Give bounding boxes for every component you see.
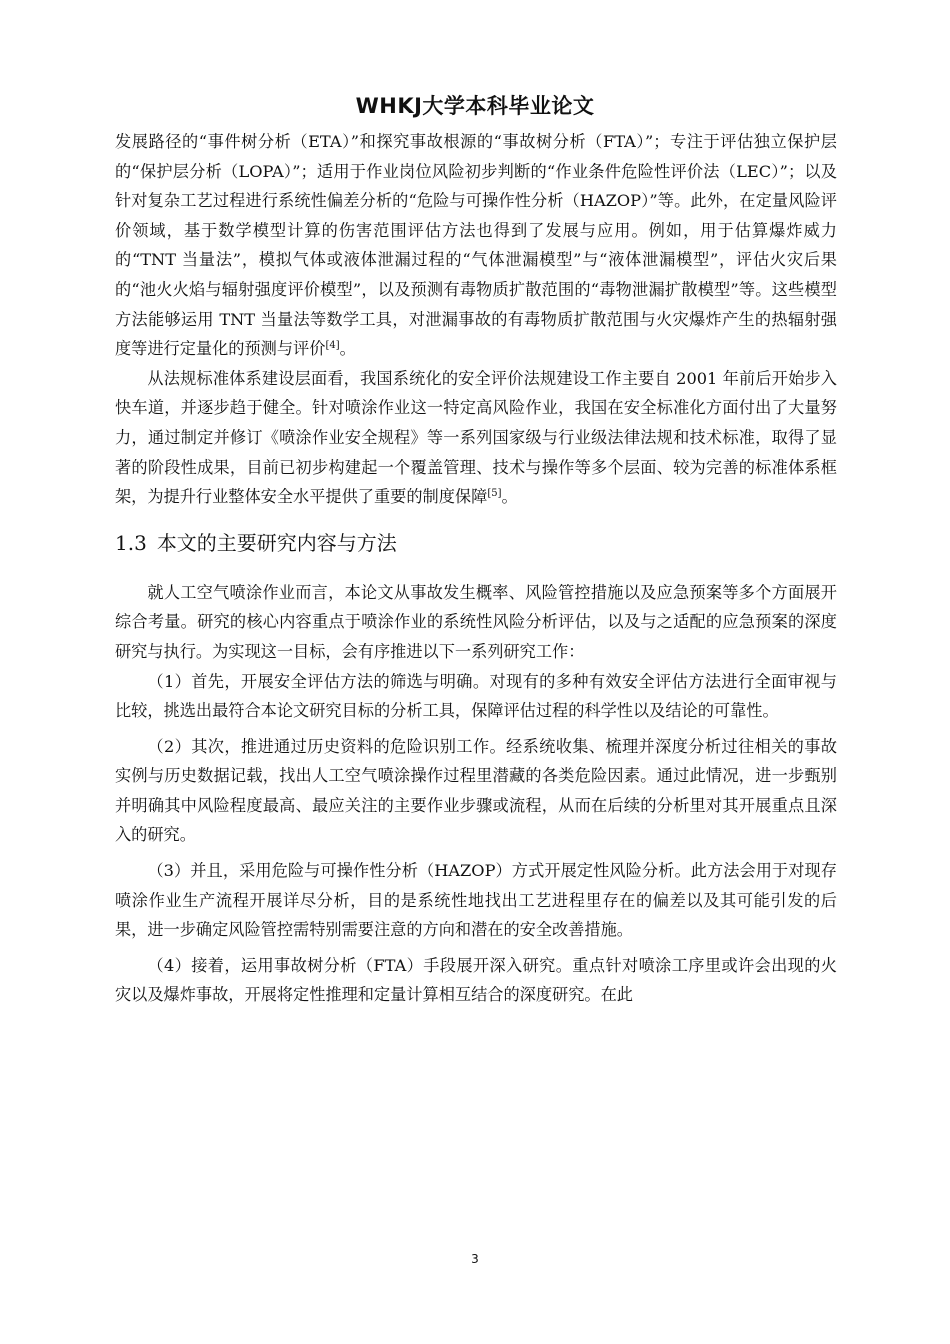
body-paragraph-2 xyxy=(115,364,837,512)
section-title: 本文的主要研究内容与方法 xyxy=(156,530,397,555)
citation-ref-4[interactable]: [4] xyxy=(325,340,340,352)
section-number: 1.3 xyxy=(115,530,147,555)
section-paragraph-item-2: （2）其次，推进通过历史资料的危险识别工作。经系统收集、梳理并深度分析过往相关的事故实例与历史数据记载，找出人工空气喷涂操作过程里潜藏的各类危险因素。通过此情况，进一步甄别并明确其中风险程度最高、最应关注的主要作业步骤或流程，从而在后续的分析里对其开展重点且深入的研究。 xyxy=(115,736,837,845)
paragraph-text: 从法规标准体系建设层面看，我国系统化的安全评价法规建设工作主要自 2001 年前后开始步入快车道，并逐步趋于健全。针对喷涂作业这一特定高风险作业，我国在安全标准化方面付出了大量努力，通过制定并修订《喷涂作业安全规程》等一系列国家级与行业级法律法规和技术标准，取得了显著的阶段性成果，目前已初步构建起一个覆盖管理、技术与操作等多个层面、较为完善的标准体系框架，为提升行业整体安全水平提供了重要的制度保障 xyxy=(115,368,837,507)
section-paragraph-item-1: （1）首先，开展安全评估方法的筛选与明确。对现有的多种有效安全评估方法进行全面审视与比较，挑选出最符合本论文研究目标的分析工具，保障评估过程的科学性以及结论的可靠性。 xyxy=(115,671,837,721)
citation-ref-5[interactable]: [5] xyxy=(487,488,502,500)
section-paragraph-item-3: （3）并且，采用危险与可操作性分析（HAZOP）方式开展定性风险分析。此方法会用于对现存喷涂作业生产流程开展详尽分析，目的是系统性地找出工艺进程里存在的偏差以及其可能引发的后果，进一步确定风险管控需特别需要注意的方向和潜在的安全改善措施。 xyxy=(115,861,837,940)
page-number: 3 xyxy=(471,1252,479,1266)
page-header-title: WHKJ大学本科毕业论文 xyxy=(355,94,595,118)
paragraph-tail: 。 xyxy=(501,487,518,507)
document-body xyxy=(115,127,837,1010)
paragraph-text: 发展路径的“事件树分析（ETA）”和探究事故根源的“事故树分析（FTA）”；专注于评估独立保护层的“保护层分析（LOPA）”；适用于作业岗位风险初步判断的“作业条件危险性评价法（LEC）”；以及针对复杂工艺过程进行系统性偏差分析的“危险与可操作性分析（HAZOP）”等。此外，在定量风险评价领域，基于数学模型计算的伤害范围评估方法也得到了发展与应用。例如，用于估算爆炸威力的“TNT 当量法”，模拟气体或液体泄漏过程的“气体泄漏模型”与“液体泄漏模型”，评估火灾后果的“池火火焰与辐射强度评价模型”，以及预测有毒物质扩散范围的“毒物泄漏扩散模型”等。这些模型方法能够运用 TNT 当量法等数学工具，对泄漏事故的有毒物质扩散范围与火灾爆炸产生的热辐射强度等进行定量化的预测与评价 xyxy=(115,132,837,359)
section-paragraph-item-4: （4）接着，运用事故树分析（FTA）手段展开深入研究。重点针对喷涂工序里或许会出现的火灾以及爆炸事故，开展将定性推理和定量计算相互结合的深度研究。在此 xyxy=(115,955,837,1005)
section-paragraph-intro: 就人工空气喷涂作业而言，本论文从事故发生概率、风险管控措施以及应急预案等多个方面展开综合考量。研究的核心内容重点于喷涂作业的系统性风险分析评估，以及与之适配的应急预案的深度研究与执行。为实现这一目标，会有序推进以下一系列研究工作： xyxy=(115,582,837,661)
body-paragraph-1 xyxy=(115,127,837,364)
paragraph-tail: 。 xyxy=(339,339,356,359)
section-heading xyxy=(115,528,837,558)
